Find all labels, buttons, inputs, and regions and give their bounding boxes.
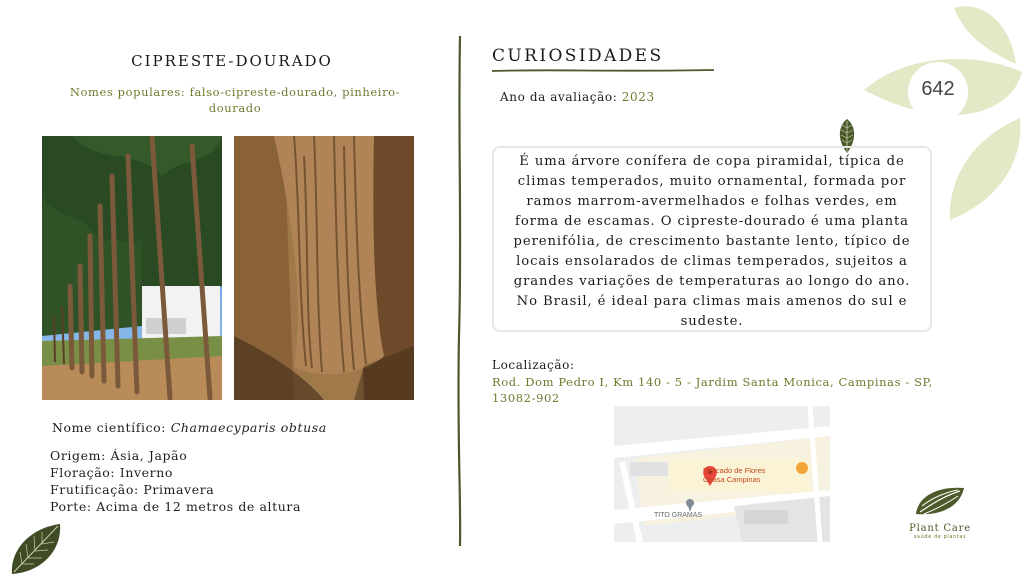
bottom-left-leaf-icon (8, 520, 64, 576)
title-underline (490, 66, 716, 76)
flowering-fact: Floração: Inverno (50, 465, 173, 480)
size-fact: Porte: Acima de 12 metros de altura (50, 499, 302, 514)
description-box: É uma árvore conífera de copa piramidal, típica de climas temperados, muito ornamental, formada por ramos marrom-avermelhados e folhas verdes, em forma de escamas. O cipreste-dourado é uma planta perenifólia, de crescimento bastante lento, típico de locais ensolarados de climas temperados, sujeitos a grandes variações de temperaturas ao longo do ano. No Brasil, é ideal para climas mais amenos do sul e sudeste. (492, 146, 932, 332)
logo-leaf-icon (912, 484, 968, 518)
scientific-name-line (52, 420, 327, 435)
location-address[interactable]: Rod. Dom Pedro I, Km 140 - 5 - Jardim Santa Monica, Campinas - SP, 13082-902 (492, 375, 933, 405)
logo-tagline: saúde de plantas (913, 534, 967, 540)
plant-title: CIPRESTE-DOURADO (131, 52, 333, 70)
tree-row-photo (42, 136, 222, 400)
map-place-line1: Mercado de Flores (703, 466, 766, 475)
logo-name: Plant Care (909, 523, 971, 534)
scientific-name: Chamaecyparis obtusa (170, 420, 327, 435)
scientific-label: Nome científico: (52, 420, 171, 435)
location-map[interactable] (614, 406, 830, 542)
evaluation-year (500, 90, 655, 104)
year-label: Ano da avaliação: (500, 90, 622, 104)
column-divider (455, 36, 465, 546)
badge-number: 642 (921, 78, 955, 100)
year-value: 2023 (621, 90, 655, 104)
fruiting-fact: Frutificação: Primavera (50, 482, 215, 497)
location-label: Localização: (492, 358, 575, 372)
map-place-label (703, 467, 766, 484)
origin-fact: Origem: Ásia, Japão (50, 448, 188, 463)
trunk-bark-photo (234, 136, 414, 400)
curiosities-title: CURIOSIDADES (492, 46, 664, 66)
popular-names: Nomes populares: falso-cipreste-dourado, pinheiro-dourado (69, 85, 401, 115)
map-place-line2: Ceasa Campinas (703, 474, 761, 484)
plant-care-logo (900, 484, 980, 540)
plant-facts (50, 447, 301, 515)
map-other-label: TITO GRAMAS (654, 512, 703, 519)
